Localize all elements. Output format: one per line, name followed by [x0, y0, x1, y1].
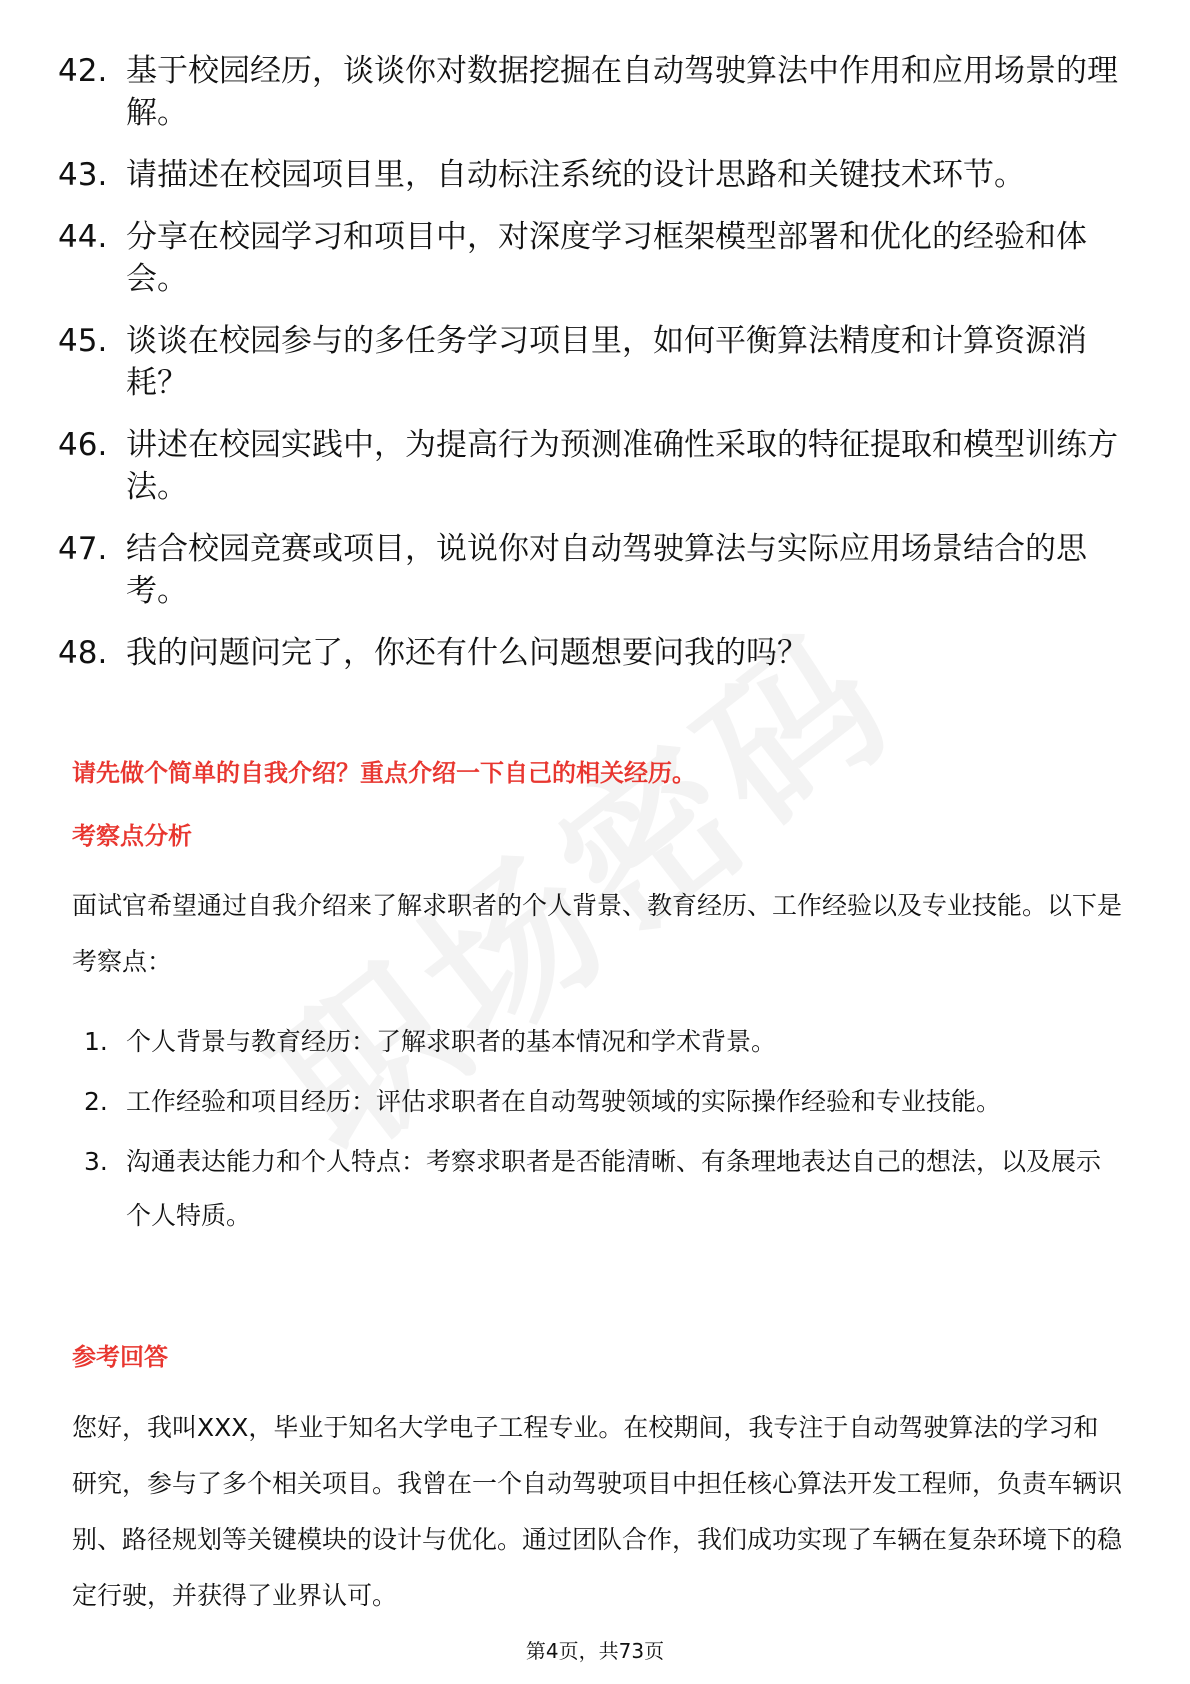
question-number: 45.	[58, 323, 108, 359]
question-number: 48.	[58, 635, 108, 671]
page-footer: 第4页，共73页	[525, 1639, 665, 1663]
analysis-intro: 面试官希望通过自我介绍来了解求职者的个人背景、教育经历、工作经验以及专业技能。以下是考察点：	[72, 891, 1123, 976]
question-item	[58, 50, 1138, 134]
analysis-point	[84, 1015, 1124, 1069]
point-text: 工作经验和项目经历：评估求职者在自动驾驶领域的实际操作经验和专业技能。	[126, 1087, 1002, 1116]
question-text: 请描述在校园项目里，自动标注系统的设计思路和关键技术环节。	[126, 157, 1025, 193]
question-number: 43.	[58, 157, 108, 193]
question-item	[58, 424, 1138, 508]
question-number: 46.	[58, 427, 108, 463]
analysis-point	[84, 1075, 1124, 1129]
point-number: 3.	[84, 1147, 108, 1176]
point-number: 2.	[84, 1087, 108, 1116]
question-text: 分享在校园学习和项目中，对深度学习框架模型部署和优化的经验和体会。	[126, 219, 1087, 297]
question-text: 谈谈在校园参与的多任务学习项目里，如何平衡算法精度和计算资源消耗？	[126, 323, 1087, 401]
question-list	[58, 50, 1138, 694]
question-text: 讲述在校园实践中，为提高行为预测准确性采取的特征提取和模型训练方法。	[126, 427, 1118, 505]
answer-heading: 参考回答	[72, 1343, 168, 1371]
question-text: 基于校园经历，谈谈你对数据挖掘在自动驾驶算法中作用和应用场景的理解。	[126, 53, 1118, 131]
point-text: 个人背景与教育经历：了解求职者的基本情况和学术背景。	[126, 1027, 777, 1056]
question-item	[58, 154, 1138, 196]
question-number: 47.	[58, 531, 108, 567]
section-question-title: 请先做个简单的自我介绍？重点介绍一下自己的相关经历。	[72, 759, 696, 787]
analysis-points	[84, 1015, 1124, 1249]
question-item	[58, 632, 1138, 674]
question-item	[58, 216, 1138, 300]
point-number: 1.	[84, 1027, 108, 1056]
question-text: 结合校园竞赛或项目，说说你对自动驾驶算法与实际应用场景结合的思考。	[126, 531, 1087, 609]
analysis-point	[84, 1135, 1124, 1243]
answer-text: 您好，我叫XXX，毕业于知名大学电子工程专业。在校期间，我专注于自动驾驶算法的学习和研究，参与了多个相关项目。我曾在一个自动驾驶项目中担任核心算法开发工程师，负责车辆识别、路径规划等关键模块的设计与优化。通过团队合作，我们成功实现了车辆在复杂环境下的稳定行驶，并获得了业界认可。	[72, 1413, 1123, 1610]
point-text: 沟通表达能力和个人特点：考察求职者是否能清晰、有条理地表达自己的想法，以及展示个人特质。	[126, 1147, 1102, 1230]
question-item	[58, 528, 1138, 612]
analysis-heading: 考察点分析	[72, 822, 192, 850]
question-number: 42.	[58, 53, 108, 89]
question-text: 我的问题问完了，你还有什么问题想要问我的吗？	[126, 635, 808, 671]
question-item	[58, 320, 1138, 404]
question-number: 44.	[58, 219, 108, 255]
